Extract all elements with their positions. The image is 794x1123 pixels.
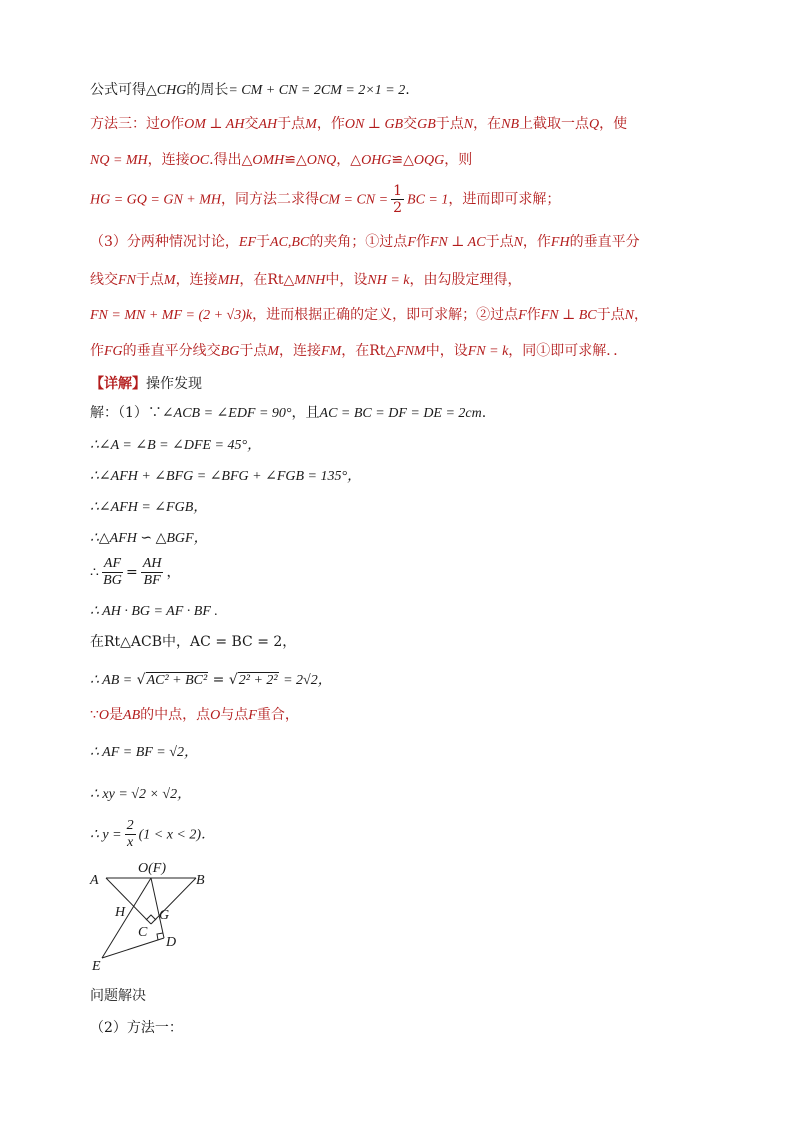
- text: 是: [109, 707, 124, 723]
- text: 操作发现: [146, 376, 202, 392]
- math: FN ⊥ AC: [429, 235, 486, 250]
- math: FN ⊥ BC: [540, 308, 597, 323]
- text: 解：（1）∵: [90, 405, 162, 421]
- text: 在Rt△ACB中，AC = BC = 2，: [90, 634, 297, 650]
- text: 作: [90, 343, 104, 359]
- math: N: [513, 235, 523, 250]
- math: AH: [258, 117, 278, 132]
- text: 于点: [135, 272, 164, 288]
- text-line-1: [90, 80, 410, 101]
- numerator: AH: [142, 556, 162, 571]
- text-line-2: [90, 114, 627, 135]
- text-line-24: [90, 1018, 183, 1038]
- math: AC = BC = DF = DE = 2cm: [319, 406, 482, 421]
- text: ，在Rt△: [239, 272, 295, 288]
- math: CHG: [156, 83, 187, 98]
- text-line-17: [90, 632, 296, 652]
- math: FN: [118, 273, 136, 288]
- math: OMH: [252, 153, 285, 168]
- text: 的中点，点: [140, 707, 211, 723]
- label-d: D: [166, 935, 177, 950]
- text-line-12: [90, 466, 361, 487]
- math: EF: [238, 235, 257, 250]
- math: O: [210, 708, 221, 723]
- text-line-7: [90, 305, 648, 326]
- text: 上截取一点: [519, 116, 590, 132]
- math: ON ⊥ GB: [344, 117, 404, 132]
- text: ≌△: [284, 152, 307, 168]
- text: 交: [244, 116, 259, 132]
- bracket-label: 【详解】: [90, 376, 146, 392]
- math: MNH: [294, 273, 326, 288]
- math: FH: [550, 235, 570, 250]
- math: Q: [589, 117, 600, 132]
- text: ，进而根据正确的定义，即可求解；②过点: [252, 307, 519, 323]
- text: 的垂直平分: [569, 234, 640, 250]
- math: FN = MN + MF = (2 + √3)k: [90, 308, 253, 323]
- math: ∴ AH · BG = AF · BF .: [90, 604, 218, 619]
- text-line-16: [90, 601, 218, 622]
- text: ，作: [316, 116, 345, 132]
- segment-ed: [102, 938, 164, 958]
- math: AB: [123, 708, 141, 723]
- text: 于点: [596, 307, 625, 323]
- fraction: [141, 556, 164, 589]
- text: 的垂直平分线交: [122, 343, 221, 359]
- text: 问题解决: [90, 988, 146, 1004]
- math: OC: [189, 153, 210, 168]
- text: 线交: [90, 272, 118, 288]
- right-angle-mark-c: [146, 915, 156, 920]
- label-e: E: [92, 959, 101, 974]
- math: M: [267, 344, 280, 359]
- fraction: [102, 556, 123, 589]
- numerator: AF: [103, 556, 122, 571]
- math: O: [98, 708, 110, 723]
- fraction: [391, 183, 404, 216]
- math: ∠ACB = ∠EDF = 90°: [161, 406, 292, 421]
- math: ∴∠A = ∠B = ∠DFE = 45°，: [90, 438, 262, 453]
- math: ∴ y =: [90, 827, 122, 843]
- sqrt-radicand: 2² + 2²: [238, 673, 278, 688]
- text: 的周长: [186, 82, 229, 98]
- math: ∴ xy = √2 × √2，: [90, 787, 192, 802]
- math: = 2√2，: [283, 673, 332, 688]
- text: =: [212, 672, 225, 688]
- text: .: [481, 405, 487, 421]
- math: GB: [417, 117, 436, 132]
- label-h: H: [115, 905, 126, 920]
- segment-ac: [106, 878, 151, 924]
- math: ∴ AF = BF = √2，: [90, 745, 198, 760]
- text: 公式可得△: [90, 82, 157, 98]
- text: 中，设: [425, 343, 468, 359]
- text: 与点: [220, 707, 249, 723]
- text: 于点: [239, 343, 268, 359]
- math: HG = GQ = GN + MH: [90, 192, 222, 208]
- math: F: [518, 308, 527, 323]
- math: F: [407, 235, 416, 250]
- sqrt-radicand: AC² + BC²: [146, 673, 208, 688]
- text: 的夹角；①过点: [309, 234, 408, 250]
- text: ，在Rt△: [341, 343, 397, 359]
- text: ≌△: [391, 152, 414, 168]
- denominator: BG: [103, 573, 122, 588]
- text: ，且: [291, 405, 320, 421]
- math: BG: [220, 344, 240, 359]
- text-line-4: [90, 183, 560, 216]
- text-line-5: [90, 232, 640, 253]
- math: M: [305, 117, 317, 132]
- text: 于: [256, 234, 271, 250]
- text-line-10: [90, 403, 486, 424]
- text: .: [405, 82, 410, 98]
- text: 中，设: [325, 272, 368, 288]
- math: FN = k: [467, 344, 509, 359]
- math: NB: [501, 117, 520, 132]
- math: OQG: [413, 153, 445, 168]
- math: NQ = MH: [90, 153, 148, 168]
- math: FNM: [396, 344, 426, 359]
- text-line-22: [90, 818, 215, 851]
- text-line-18: ∴ AB = √AC² + BC² = √2² + 2² = 2√2，: [90, 672, 332, 688]
- text: ，: [633, 307, 648, 323]
- text: 作: [170, 116, 185, 132]
- text: ∴: [90, 564, 99, 581]
- math: ∴ AB =: [90, 673, 133, 688]
- text: 作: [526, 307, 541, 323]
- math: ∴∠AFH + ∠BFG = ∠BFG + ∠FGB = 135°，: [90, 469, 362, 484]
- text: ，△: [336, 152, 362, 168]
- text-line-14: [90, 528, 208, 549]
- math: ∴∠AFH = ∠FGB，: [90, 500, 208, 515]
- text: ，: [166, 564, 181, 581]
- segment-bc: [151, 878, 196, 924]
- geometry-figure: [84, 856, 224, 978]
- text: 方法三：过: [90, 116, 160, 132]
- denominator: x: [126, 835, 134, 850]
- math: (1 < x < 2)．: [138, 827, 216, 843]
- label-of: O(F): [138, 861, 166, 876]
- math: FG: [104, 344, 123, 359]
- text: ，由勾股定理得，: [409, 272, 522, 288]
- math: O: [160, 117, 171, 132]
- text: 于点: [435, 116, 464, 132]
- text: ，使: [599, 116, 628, 132]
- text: 重合，: [256, 707, 299, 723]
- math: AC,BC: [270, 235, 310, 250]
- text: 于点: [277, 116, 306, 132]
- math: FM: [321, 344, 342, 359]
- math: N: [463, 117, 474, 132]
- text: ，同方法二求得: [221, 191, 320, 208]
- section-heading-detail: [90, 374, 202, 394]
- text: ，连接: [147, 152, 190, 168]
- math: BC = 1: [407, 192, 449, 208]
- text-line-6: [90, 270, 522, 291]
- label-g: G: [159, 908, 170, 923]
- numerator: 1: [393, 183, 403, 199]
- text-line-19: [90, 705, 299, 726]
- text-line-3: [90, 150, 472, 171]
- text: ，在: [473, 116, 502, 132]
- text: ，进而即可求解；: [448, 191, 561, 208]
- math: NH = k: [367, 273, 410, 288]
- text: ，则: [444, 152, 473, 168]
- label-a: A: [90, 873, 99, 888]
- text-line-8: [90, 341, 627, 362]
- text: 交: [403, 116, 418, 132]
- text-line-13: [90, 497, 207, 518]
- text-line-23: [90, 986, 146, 1006]
- math: ∴△AFH ∽ △BGF，: [90, 531, 208, 546]
- math: ONQ: [306, 153, 337, 168]
- text-line-21: [90, 784, 191, 805]
- math: MH: [217, 273, 240, 288]
- text: 作: [415, 234, 430, 250]
- numerator: 2: [126, 818, 134, 833]
- math: OM ⊥ AH: [184, 117, 245, 132]
- math: = CM + CN = 2CM = 2×1 = 2: [228, 83, 406, 98]
- fraction: [125, 818, 136, 851]
- text: （2）方法一：: [90, 1020, 183, 1036]
- text-line-20: [90, 742, 198, 763]
- text: （3）分两种情况讨论，: [90, 234, 239, 250]
- text: ∵: [90, 707, 99, 723]
- label-b: B: [196, 873, 205, 888]
- text: ，连接: [279, 343, 322, 359]
- segment-fe: [102, 878, 151, 958]
- text: =: [126, 564, 138, 581]
- text: 于点: [485, 234, 514, 250]
- denominator: 2: [393, 200, 403, 216]
- math: OHG: [361, 153, 392, 168]
- label-c: C: [138, 925, 148, 940]
- math: F: [248, 708, 257, 723]
- text-line-15: [90, 556, 180, 589]
- math: M: [163, 273, 176, 288]
- math: CM = CN =: [319, 192, 389, 208]
- text: ，连接: [175, 272, 218, 288]
- denominator: BF: [143, 573, 161, 588]
- text: ，作: [522, 234, 551, 250]
- math: N: [624, 308, 634, 323]
- text: .得出△: [209, 152, 253, 168]
- text-line-11: [90, 435, 261, 456]
- text: ，同①即可求解．．: [508, 343, 628, 359]
